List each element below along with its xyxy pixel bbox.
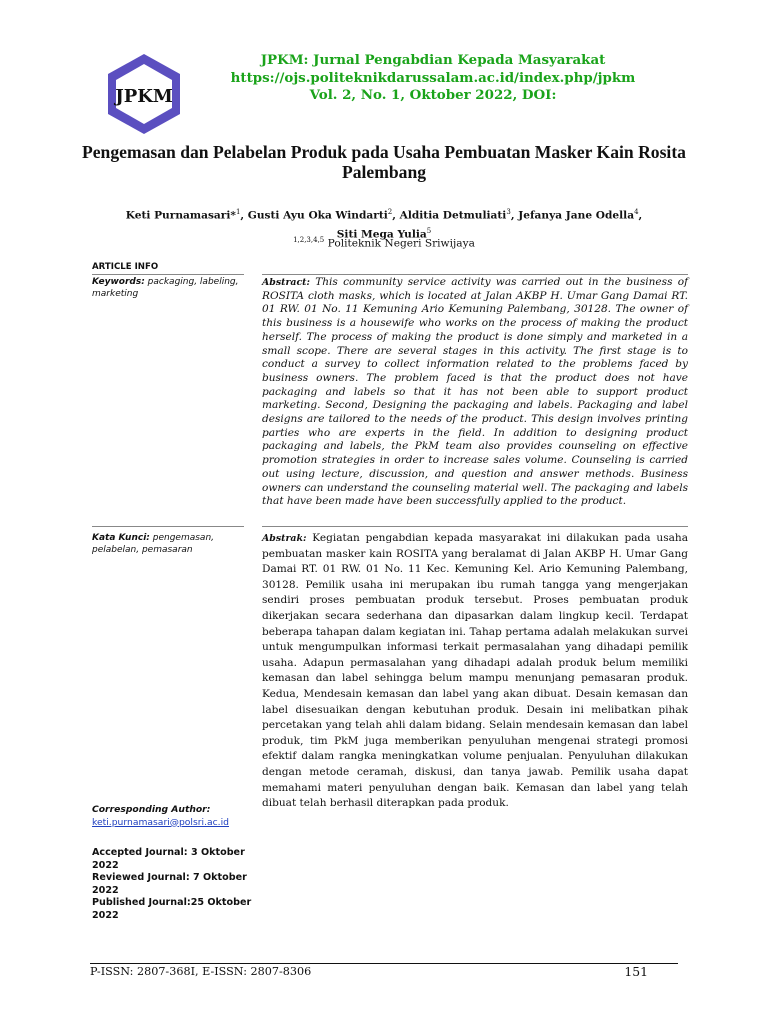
- abstract-en-label: Abstract:: [262, 277, 310, 288]
- abstract-en-text: This community service activity was carried out in the business of ROSITA cloth masks, which is located at Jalan AKBP H. Umar Gang Damai RT. 01 RW. 01 No. 11 Kemuning Ario Kemuning Palembang, 30128. The owner of this business is a housewife who works on the process of making the product herself. The process of making the product is done simply and marketed in a small scope. There are several stages in this activity. The first stage is to conduct a survey to collect information related to the problems faced by business owners. The problem faced is that the product does not have packaging and labels so that it has not been able to support product marketing. Second, Designing the packaging and labels. Packaging and label designs are tailored to the needs of the product. This design involves printing parties who are experts in the field. In addition to designing product packaging and labels, the PkM team also provides counseling on effective promotion strategies in order to increase sales volume. Counseling is carried out using lecture, discussion, and question and answer methods. Business owners can understand the counseling material well. The packaging and labels that have been made have been successfully applied to the product.: [262, 276, 688, 508]
- journal-volume: Vol. 2, No. 1, Oktober 2022, DOI:: [309, 87, 557, 103]
- journal-header: [200, 52, 666, 105]
- keywords-text: packaging, labeling, marketing: [92, 277, 239, 300]
- kata-kunci: [92, 532, 252, 557]
- author-2-sup: 2: [387, 208, 393, 216]
- abstract-english: [262, 276, 688, 509]
- author-3-sup: 3: [506, 208, 511, 216]
- article-info-rule: [92, 274, 244, 275]
- paper-title: Pengemasan dan Pelabelan Produk pada Usaha Pembuatan Masker Kain Rosita Palembang: [82, 142, 686, 182]
- logo-text: JPKM: [115, 86, 173, 107]
- affiliation-name: Politeknik Negeri Sriwijaya: [327, 237, 475, 250]
- abstract-top-rule: [262, 274, 688, 275]
- abstrak-text: Kegiatan pengabdian kepada masyarakat ini dilakukan pada usaha pembuatan masker kain ROSITA yang beralamat di Jalan AKBP H. Umar Gang Damai RT. 01 RW. 01 No. 11 Kec. Kemuning Kel. Ario Kemuning Palembang, 30128. Pemilik usaha ini merupakan ibu rumah tangga yang mengerjakan sendiri proses pembuatan produk tersebut. Proses pembuatan produk dikerjakan secara sederhana dan dipasarkan dalam lingkup kecil. Terdapat beberapa tahapan dalam kegiatan ini. Tahap pertama adalah melakukan survei untuk mengumpulkan informasi terkait permasalahan yang dihadapi pemilik usaha. Adapun permasalahan yang dihadapi adalah produk belum memiliki kemasan dan label sehingga belum mampu menunjang pemasaran produk. Kedua, Mendesain kemasan dan label yang akan dibuat. Desain kemasan dan label disesuaikan dengan kebutuhan produk. Desain ini melibatkan pihak percetakan yang telah ahli dalam bidang. Selain mendesain kemasan dan label produk, tim PkM juga memberikan penyuluhan mengenai strategi promosi efektif dalam rangka meningkatkan volume penjualan. Penyuluhan dilakukan dengan metode ceramah, diskusi, dan tanya jawab. Pemilik usaha dapat memahami materi penyuluhan dengan baik. Kemasan dan label yang telah dibuat telah berhasil diterapkan pada produk.: [262, 532, 688, 810]
- author-1: Keti Purnamasari*: [125, 209, 236, 222]
- kata-kunci-label: Kata Kunci:: [92, 533, 150, 543]
- keywords-label: Keywords:: [92, 277, 145, 287]
- author-3: , Alditia Detmuliati: [392, 209, 507, 222]
- kata-kunci-rule: [92, 526, 244, 527]
- affiliation-sup: 1,2,3,4,5: [293, 236, 325, 244]
- keywords: [92, 276, 252, 301]
- author-5-sup: 5: [426, 226, 432, 235]
- article-info-heading: ARTICLE INFO: [92, 262, 159, 272]
- journal-name: JPKM: Jurnal Pengabdian Kepada Masyarakat: [260, 52, 606, 68]
- corresponding-label: Corresponding Author:: [92, 804, 211, 815]
- abstract-indonesian: [262, 531, 688, 812]
- abstrak-label: Abstrak:: [262, 533, 307, 544]
- corresponding-author: [92, 804, 262, 829]
- kata-kunci-text: pengemasan, pelabelan, pemasaran: [92, 533, 215, 556]
- published-date: Published Journal:25 Oktober 2022: [92, 897, 252, 921]
- footer-rule: [90, 963, 678, 964]
- author-5: Siti Mega Yulia: [336, 228, 427, 241]
- journal-url[interactable]: https://ojs.politeknikdarussalam.ac.id/index.php/jpkm: [230, 69, 636, 86]
- journal-logo: [102, 52, 186, 136]
- affiliation: [90, 233, 678, 251]
- footer-issn: P-ISSN: 2807-368I, E-ISSN: 2807-8306: [90, 965, 312, 978]
- author-1-sup: 1: [235, 208, 241, 216]
- accepted-date: Accepted Journal: 3 Oktober 2022: [92, 847, 245, 871]
- author-4-sup: 4: [634, 208, 639, 216]
- reviewed-date: Reviewed Journal: 7 Oktober 2022: [92, 872, 247, 896]
- author-4: , Jefanya Jane Odella: [510, 209, 635, 222]
- corresponding-email-link[interactable]: keti.purnamasari@polsri.ac.id: [92, 816, 229, 828]
- author-list: Keti Purnamasari*$^1$, Gusti Ayu Oka Windarti$^2$, Alditia Detmuliati$^3$, Jefanya Jane Odella$^4$, Siti Mega Yulia$^5$: [125, 208, 643, 241]
- journal-dates: [92, 847, 252, 923]
- page-number: 151: [624, 964, 648, 979]
- abstrak-rule: [262, 526, 688, 527]
- author-2: , Gusti Ayu Oka Windarti: [240, 209, 388, 222]
